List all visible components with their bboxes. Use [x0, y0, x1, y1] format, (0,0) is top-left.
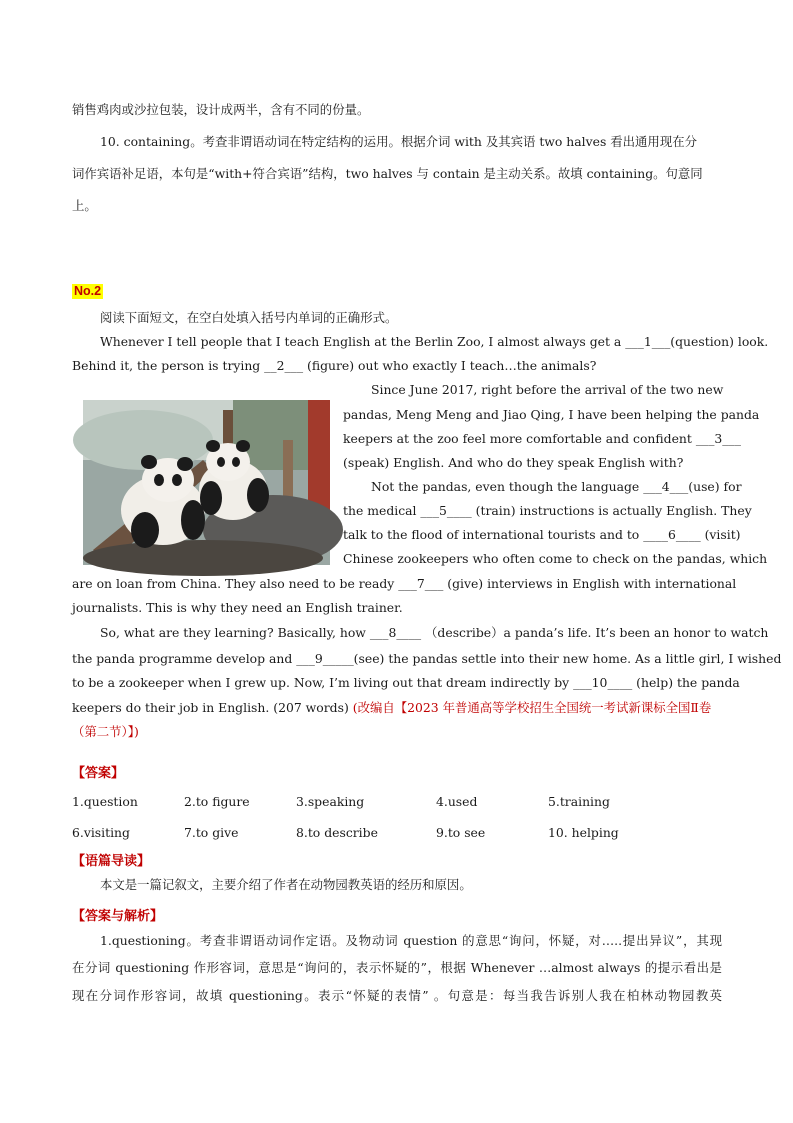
answer-item: 2.to figure [184, 794, 250, 809]
passage-line: Since June 2017, right before the arrival of the two new [371, 382, 724, 397]
source-citation: (改编自【2023 年普通高等学校招生全国统一考试新课标全国Ⅱ卷 [352, 700, 712, 715]
panda-photo [83, 400, 330, 565]
answer-item: 10. helping [548, 825, 619, 840]
passage-source-line [72, 700, 722, 716]
panda-image-icon [83, 400, 330, 565]
guide-text: 本文是一篇记叙文，主要介绍了作者在动物园教英语的经历和原因。 [100, 877, 472, 892]
analysis-heading: 【答案与解析】 [72, 909, 164, 924]
passage-line: the panda programme develop and ___9_____(see) the pandas settle into their new home. As a little girl, I wished [72, 651, 782, 666]
item10-line: 词作宾语补足语，本句是“with+符合宾语”结构，two halves 与 contain 是主动关系。故填 containing。句意同 [72, 166, 703, 181]
item10-line: 上。 [72, 198, 97, 213]
analysis-line: 在分词 questioning 作形容词，意思是“询问的，表示怀疑的”，根据 Whenever …almost always 的提示看出是 [72, 960, 722, 975]
answer-item: 6.visiting [72, 825, 130, 840]
answer-item: 9.to see [436, 825, 486, 840]
passage-text: keepers do their job in English. (207 words) [72, 700, 353, 715]
passage-line: talk to the flood of international tourists and to ____6____ (visit) [343, 527, 741, 542]
analysis-line: 1.questioning。考查非谓语动词作定语。及物动词 question 的意思“询问，怀疑，对…..提出异议”，其现 [100, 933, 722, 948]
answer-item: 5.training [548, 794, 610, 809]
passage-line: to be a zookeeper when I grew up. Now, I’m living out that dream indirectly by ___10____ (help) the panda [72, 675, 740, 690]
passage-line: So, what are they learning? Basically, how ___8____ （describe）a panda’s life. It’s been an honor to watch [100, 625, 769, 640]
analysis-line: 现在分词作形容词，故填 questioning。表示“怀疑的表情” 。句意是：每当我告诉别人我在柏林动物园教英 [72, 988, 722, 1003]
passage-line: Whenever I tell people that I teach English at the Berlin Zoo, I almost always get a ___1___(question) look. [100, 334, 769, 349]
passage-line: keepers at the zoo feel more comfortable and confident ___3___ [343, 431, 741, 446]
answers-heading: 【答案】 [72, 766, 125, 781]
source-citation: （第二节）】) [72, 724, 139, 739]
passage-line: are on loan from China. They also need to be ready ___7___ (give) interviews in English with international [72, 576, 737, 591]
item10-line: 10. containing。考查非谓语动词在特定结构的运用。根据介词 with 及其宾语 two halves 看出通用现在分 [100, 134, 697, 149]
answer-item: 1.question [72, 794, 138, 809]
guide-heading: 【语篇导读】 [72, 854, 151, 869]
section-tag-no2: No.2 [74, 284, 102, 298]
passage-line: Not the pandas, even though the language ___4___(use) for [371, 479, 742, 494]
passage-line: Behind it, the person is trying __2___ (figure) out who exactly I teach…the animals? [72, 358, 597, 373]
passage-line: journalists. This is why they need an English trainer. [72, 600, 403, 615]
intro-line: 销售鸡肉或沙拉包装，设计成两半，含有不同的份量。 [72, 102, 370, 117]
answer-item: 3.speaking [296, 794, 365, 809]
answer-item: 8.to describe [296, 825, 378, 840]
passage-line: Chinese zookeepers who often come to check on the pandas, which [343, 551, 768, 566]
passage-line: (speak) English. And who do they speak English with? [343, 455, 684, 470]
passage-line: the medical ___5____ (train) instructions is actually English. They [343, 503, 752, 518]
instruction: 阅读下面短文，在空白处填入括号内单词的正确形式。 [100, 310, 398, 325]
answer-item: 4.used [436, 794, 478, 809]
answer-item: 7.to give [184, 825, 239, 840]
passage-line: pandas, Meng Meng and Jiao Qing, I have been helping the panda [343, 407, 760, 422]
